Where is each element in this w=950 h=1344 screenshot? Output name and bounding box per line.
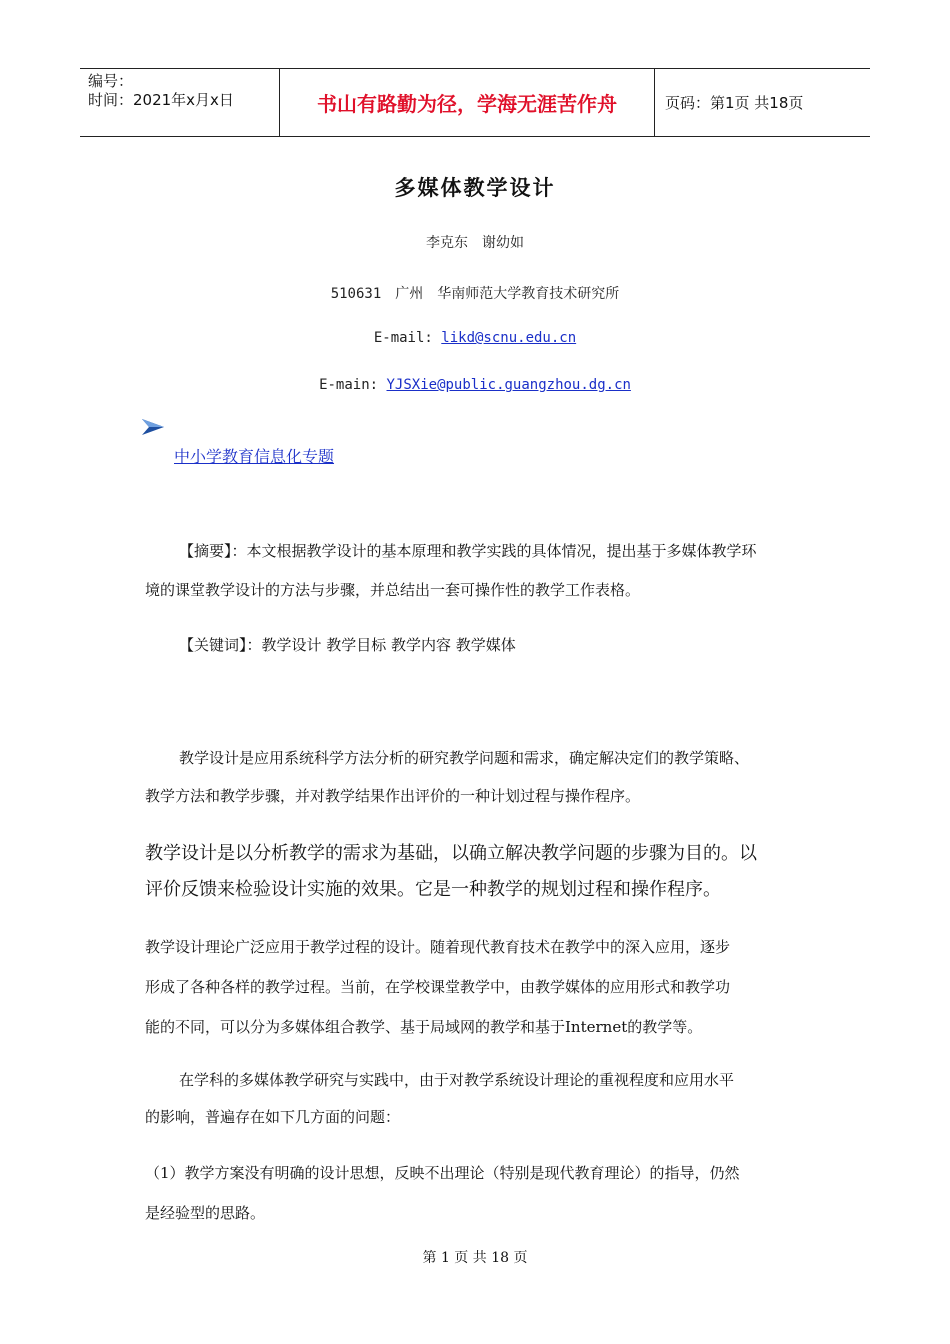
para5-line-2: 是经验型的思路。 (145, 1204, 266, 1222)
header-number: 编号： (88, 72, 134, 90)
para2 (145, 836, 815, 908)
affiliation: 510631 广州 华南师范大学教育技术研究所 (330, 286, 620, 302)
abstract-line-2: 境的课堂教学设计的方法与步骤，并总结出一套可操作性的教学工作表格。 (145, 581, 641, 599)
email-link-2[interactable]: YJSXie@public.guangzhou.dg.cn (386, 377, 631, 393)
arrow-icon (142, 418, 164, 436)
page-header (80, 68, 870, 137)
header-motto: 书山有路勤为径，学海无涯苦作舟 (280, 69, 655, 136)
email-line-1 (0, 330, 950, 346)
abstract-line-1: 【摘要】：本文根据教学设计的基本原理和教学实践的具体情况，提出基于多媒体教学环 (179, 542, 757, 560)
authors: 李克东 谢幼如 (426, 235, 524, 251)
email-line-2 (0, 377, 950, 393)
para3-line-2: 形成了各种各样的教学过程。当前，在学校课堂教学中，由教学媒体的应用形式和教学功 (145, 978, 731, 996)
para1-line-2: 教学方法和教学步骤，并对教学结果作出评价的一种计划过程与操作程序。 (145, 787, 641, 805)
email-link-1[interactable]: likd@scnu.edu.cn (441, 330, 577, 346)
email-label-1: E-mail: (373, 330, 442, 346)
para5-line-1: （1）教学方案没有明确的设计思想，反映不出理论（特别是现代教育理论）的指导，仍然 (145, 1164, 740, 1182)
page-footer: 第 1 页 共 18 页 (422, 1250, 528, 1266)
header-meta (80, 69, 280, 136)
para3-line-3: 能的不同，可以分为多媒体组合教学、基于局域网的教学和基于Internet的教学等。 (145, 1018, 703, 1036)
email-label-2: E-main: (319, 377, 387, 393)
para4-line-1: 在学科的多媒体教学研究与实践中，由于对教学系统设计理论的重视程度和应用水平 (179, 1071, 735, 1089)
keywords: 【关键词】：教学设计 教学目标 教学内容 教学媒体 (179, 636, 516, 654)
para2-line-2: 评价反馈来检验设计实施的效果。它是一种教学的规划过程和操作程序。 (145, 879, 721, 900)
header-page-info: 页码：第1页 共18页 (665, 94, 804, 112)
document-title: 多媒体教学设计 (394, 175, 556, 200)
para1-line-1: 教学设计是应用系统科学方法分析的研究教学问题和需求，确定解决定们的教学策略、 (179, 749, 750, 767)
para3 (145, 927, 815, 1047)
para4-line-2: 的影响，普遍存在如下几方面的问题： (145, 1108, 401, 1126)
abstract (145, 531, 815, 571)
para2-line-1: 教学设计是以分析教学的需求为基础，以确立解决教学问题的步骤为目的。以 (145, 843, 757, 864)
topic-link[interactable]: 中小学教育信息化专题 (174, 447, 335, 466)
para5 (145, 1153, 815, 1233)
para3-line-1: 教学设计理论广泛应用于教学过程的设计。随着现代教育技术在教学中的深入应用，逐步 (145, 938, 731, 956)
abstract-cont (145, 570, 815, 610)
header-time: 时间：2021年x月x日 (88, 91, 234, 109)
